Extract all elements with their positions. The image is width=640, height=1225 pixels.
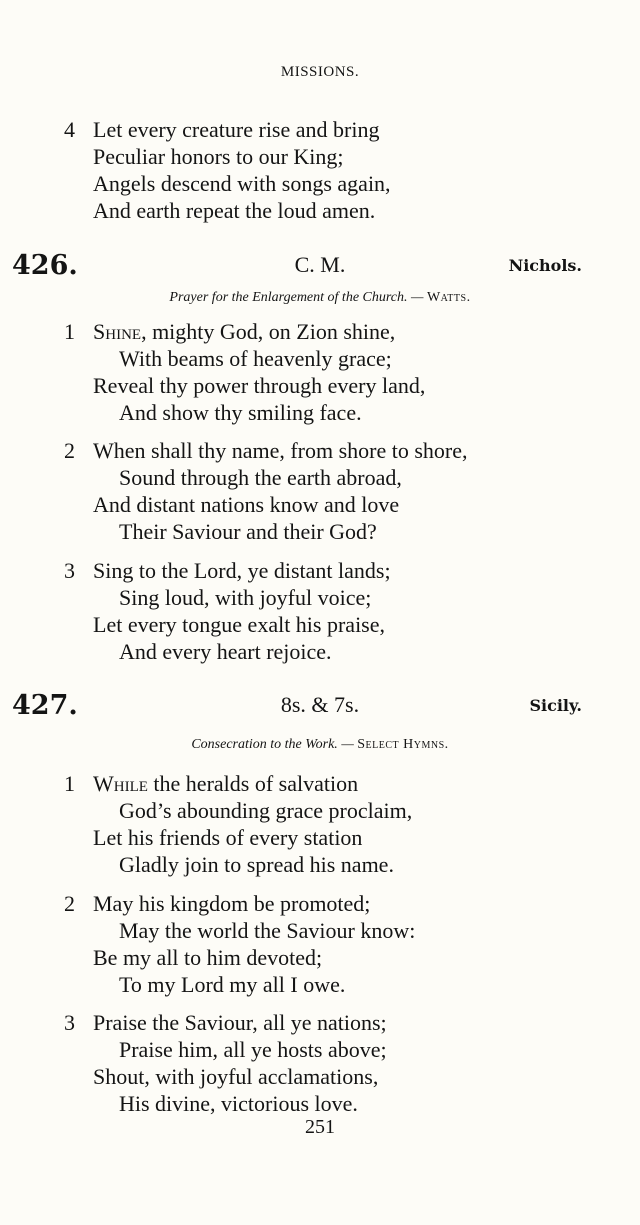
verse-line: Sound through the earth abroad, xyxy=(119,465,402,490)
verse-line: Sing loud, with joyful voice; xyxy=(119,585,372,610)
verse-line: When shall thy name, from shore to shore, xyxy=(93,438,468,463)
hymn-427-stanza-2 xyxy=(0,890,640,998)
hymn-426-stanza-3 xyxy=(0,557,640,665)
hymn-meter: 8s. & 7s. xyxy=(280,692,360,717)
tune-name: Nichols. xyxy=(508,256,582,275)
subtitle-title: Prayer for the Enlargement of the Church. xyxy=(169,290,408,305)
hymn-427-header xyxy=(0,690,640,720)
verse-line: Let his friends of every station xyxy=(93,825,363,850)
stanza-number: 3 xyxy=(64,558,75,583)
running-head: MISSIONS. xyxy=(280,64,360,80)
verse-line: With beams of heavenly grace; xyxy=(119,346,392,371)
hymn-number: 426. xyxy=(12,250,78,281)
verse-line: Gladly join to spread his name. xyxy=(119,852,394,877)
verse-line: Angels descend with songs again, xyxy=(93,171,391,196)
hymn-426-subtitle xyxy=(0,290,640,306)
stanza-number: 3 xyxy=(64,1010,75,1035)
verse-line: His divine, victorious love. xyxy=(119,1091,358,1116)
verse-line: Praise the Saviour, all ye nations; xyxy=(93,1010,387,1035)
subtitle-dash: — xyxy=(407,290,427,305)
verse-line: And every heart rejoice. xyxy=(119,639,332,664)
hymn-427-stanza-3 xyxy=(0,1009,640,1117)
first-word: Shine xyxy=(93,319,142,344)
verse-line xyxy=(93,318,395,345)
stanza-number: 1 xyxy=(64,319,75,344)
first-line-rest: , mighty God, on Zion shine, xyxy=(141,319,396,344)
verse-line: Sing to the Lord, ye distant lands; xyxy=(93,558,391,583)
hymn-426-stanza-2 xyxy=(0,437,640,545)
verse-line: Be my all to him devoted; xyxy=(93,945,323,970)
verse-line: Their Saviour and their God? xyxy=(119,519,377,544)
hymn-427-stanza-1 xyxy=(0,770,640,878)
verse-line: Reveal thy power through every land, xyxy=(93,373,426,398)
tune-name: Sicily. xyxy=(529,696,582,715)
verse-line xyxy=(93,770,358,797)
stanza-number: 4 xyxy=(64,117,75,142)
stanza-prev-4 xyxy=(0,116,640,224)
first-line-rest: the heralds of salvation xyxy=(147,771,359,796)
page-number: 251 xyxy=(305,1116,335,1138)
hymn-number: 427. xyxy=(12,690,78,721)
subtitle-dash: — xyxy=(337,737,358,752)
hymn-426-header xyxy=(0,250,640,280)
subtitle-title: Consecration to the Work. xyxy=(191,737,338,752)
stanza-number: 2 xyxy=(64,891,75,916)
hymn-meter: C. M. xyxy=(294,252,346,277)
verse-line: And distant nations know and love xyxy=(93,492,400,517)
verse-line: May his kingdom be promoted; xyxy=(93,891,371,916)
author: Watts. xyxy=(426,290,471,305)
author: Select Hymns. xyxy=(357,737,449,752)
verse-line: Praise him, all ye hosts above; xyxy=(119,1037,387,1062)
verse-line: And earth repeat the loud amen. xyxy=(93,198,376,223)
verse-line: May the world the Saviour know: xyxy=(119,918,416,943)
hymn-426-stanza-1 xyxy=(0,318,640,426)
first-word: While xyxy=(93,771,148,796)
stanza-number: 2 xyxy=(64,438,75,463)
verse-line: God’s abounding grace proclaim, xyxy=(119,798,413,823)
verse-line: To my Lord my all I owe. xyxy=(119,972,346,997)
verse-line: Peculiar honors to our King; xyxy=(93,144,344,169)
verse-line: Let every creature rise and bring xyxy=(93,117,380,142)
verse-line: Let every tongue exalt his praise, xyxy=(93,612,386,637)
verse-line: And show thy smiling face. xyxy=(119,400,362,425)
stanza-number: 1 xyxy=(64,771,75,796)
hymn-427-subtitle xyxy=(0,737,640,753)
verse-line: Shout, with joyful acclamations, xyxy=(93,1064,379,1089)
